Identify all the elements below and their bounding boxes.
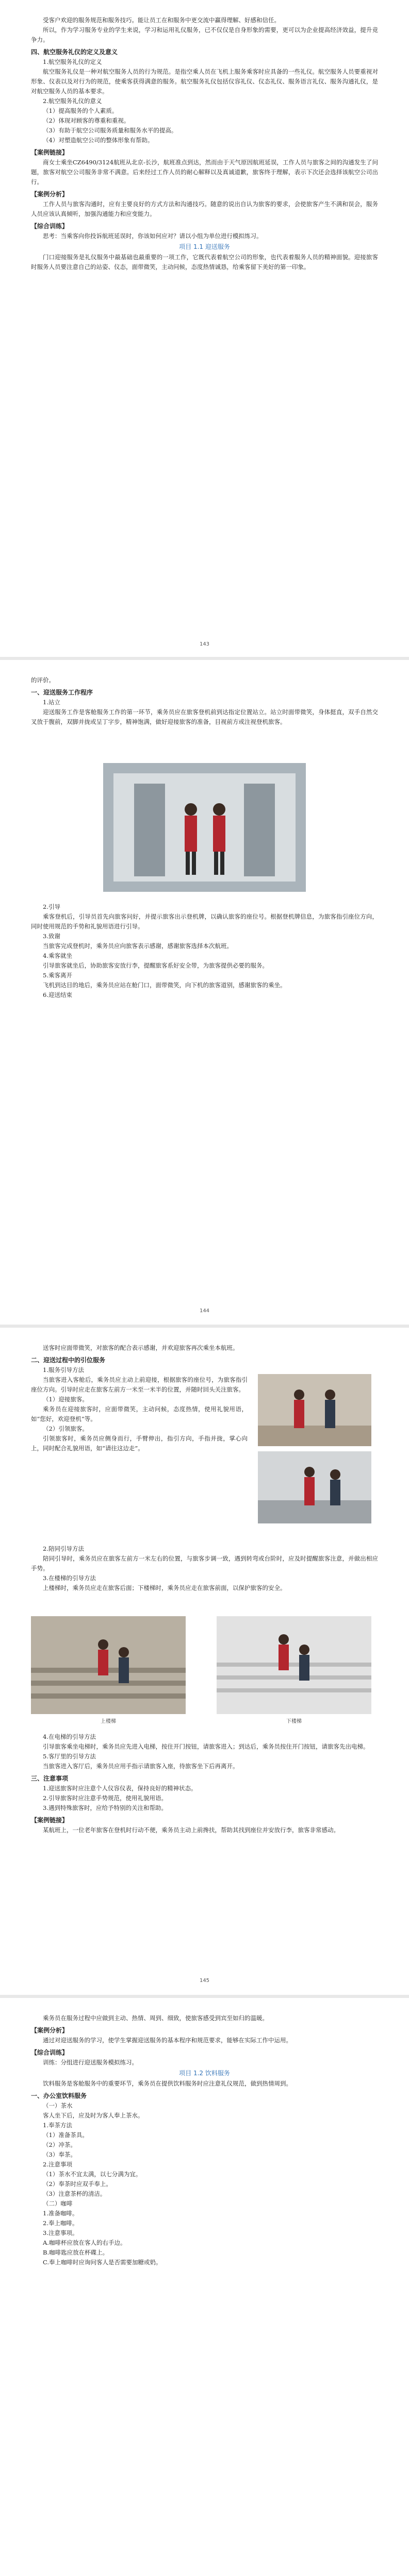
list-item: C.奉上咖啡时应询问客人是否需要加糖或奶。 [43,2259,162,2266]
photo-cabin-greeting [103,763,306,892]
list-item: （3）有助于航空公司服务质量和服务水平的提高。 [43,127,177,134]
paragraph: 思考：当乘客向你投诉航班延误时，你该如何应对？请以小组为单位进行模拟练习。 [43,232,263,240]
list-item: 3.遇到特殊旅客时，应给予特别的关注和帮助。 [43,1804,167,1811]
photo-illustration [31,1616,186,1714]
list-item: 2.引导旅客时应注意手势规范，使用礼貌用语。 [43,1794,167,1802]
paragraph: 当旅客完成登机时，乘务员应向旅客表示感谢，感谢旅客选择本次航班。 [43,942,233,950]
photo-illustration [103,763,306,892]
case-analysis-heading: 【案例分析】 [31,2027,69,2034]
list-item: 1.迎送旅客时应注意个人仪容仪表，保持良好的精神状态。 [43,1785,197,1792]
paragraph: 所以，作为学习服务专业的学生来说，学习和运用礼仪服务，已不仅仅是自身形象的需要，更可以为企业提高经济效益，提升竞争力。 [31,26,378,43]
list-item: （4）对塑造航空公司的整体形象有帮助。 [43,137,154,144]
section-heading: 一、迎送服务工作程序 [31,689,93,696]
photo-illustration [258,1451,371,1523]
paragraph: 训练：分组进行迎送服务模拟练习。 [43,2059,138,2066]
page-number: 145 [199,1978,210,1984]
photo-downstairs [217,1616,371,1714]
paragraph: 引导旅客就坐后，协助旅客安放行李，提醒旅客系好安全带，为旅客提供必要的服务。 [43,962,268,969]
paragraph: 当旅客进入客舱后，乘务员应主动上前迎接，根据旅客的座位号，为旅客指引座位方向。引导时应走在旅客左前方一米至一米半的位置，并随时回头关注旅客。 [31,1376,248,1393]
case-link-heading: 【案例链接】 [31,149,69,156]
list-item: （2）冲茶。 [43,2141,76,2148]
page-number: 143 [199,641,210,647]
project-title: 项目 1.1 迎送服务 [179,243,230,250]
list-item: B.咖啡匙应放在杯碟上。 [43,2249,109,2256]
subheading: 2.陪同引导方法 [43,1545,84,1552]
photo-guiding-2 [258,1451,371,1523]
section-heading: 二、迎送过程中的引位服务 [31,1357,106,1364]
paragraph: 送客时应面带微笑，对旅客的配合表示感谢，并欢迎旅客再次乘坐本航班。 [43,1344,239,1351]
paragraph: 客人坐下后，应及时为客人奉上茶水。 [43,2112,144,2119]
page-4-text [31,2013,378,2267]
page-2-text-top [31,675,378,727]
list-item: 1.准备咖啡。 [43,2210,78,2217]
paragraph: 迎送服务工作是客舱服务工作的第一环节，乘务员应在旅客登机前到达指定位置站立。站立时面带微笑，身体挺直，双手自然交叉放于腹前，双脚并拢或呈丁字步，精神饱满，做好迎接旅客的准备，目视前方或注视登机旅客。 [31,708,378,725]
subheading: 1.奉茶方法 [43,2122,72,2129]
paragraph: 商女士乘坐CZ6490/3124航班从北京-长沙，航班准点到达，然而由于天气原因航班延误，工作人员与旅客之间的沟通发生了问题，旅客对航空公司服务非常不满意。后来经过工作人员的耐心解释以及真诚道歉，旅客终于理解，表示下次还会选择该航空公司出行。 [31,159,378,185]
paragraph: 某航班上，一位老年旅客在登机时行动不便，乘务员主动上前搀扶，帮助其找到座位并安放行李，旅客非常感动。 [43,1826,339,1834]
paragraph: 乘务员在迎接旅客时，应面带微笑，主动问候，态度热情，使用礼貌用语，如“您好，欢迎登机”等。 [31,1405,248,1422]
paragraph: 乘客登机后，引导员首先向旅客问好，并提示旅客出示登机牌，以确认旅客的座位号。根据登机牌信息，为旅客指引座位方向，同时使用规范的手势和礼貌用语进行引导。 [31,913,378,930]
list-item: （2）体现对顾客的尊重和重视。 [43,117,130,124]
paragraph: 引领旅客时，乘务员应侧身而行，手臂伸出，指引方向，手指并拢，掌心向上，同时配合礼貌用语，如“请往这边走”。 [31,1435,248,1452]
photo-illustration [217,1616,371,1714]
paragraph: 航空服务礼仪是一种对航空服务人员的行为规范。是指空乘人员在飞机上服务乘客时应具备的一些礼仪。航空服务人员要重视对形象、仪表以及对行为的规范，使乘客获得满意的服务。航空服务礼仪包括仪容礼仪、仪态礼仪、服务语言礼仪、服务沟通礼仪，是对航空服务人员的基本要求。 [31,68,378,95]
subheading: 3.致谢 [43,933,60,940]
list-item: （1）迎接旅客。 [43,1396,88,1403]
subheading: 2.引导 [43,903,60,910]
page-3-text-bottom [31,1732,378,1835]
list-item: （3）注意茶杯的清洁。 [43,2190,106,2197]
list-item: （2）引领旅客。 [43,1425,88,1432]
list-item: （2）奉茶时应双手奉上。 [43,2180,112,2188]
list-item: （1）提高服务的个人素质。 [43,107,118,114]
paragraph: 工作人员与旅客沟通时，应有主要良好的方式方法和沟通技巧。随意的说出自认为旅客的要求，会使旅客产生不满和误会，服务人员应该认真倾听，加强沟通能力和应变能力。 [31,200,378,217]
subheading: 4.乘客就坐 [43,952,72,959]
page-3-text-mid [31,1544,378,1593]
paragraph: 饮料服务是客舱服务中的重要环节，乘务员在提供饮料服务时应注意礼仪规范，做到热情周到。 [43,2080,292,2087]
subheading: 6.迎送结束 [43,991,72,998]
list-item: （1）茶水不宜太满，以七分满为宜。 [43,2171,142,2178]
page-number: 144 [199,1308,210,1314]
document-page-1 [0,0,409,657]
project-title: 项目 1.2 饮料服务 [179,2070,230,2077]
subheading: （二）咖啡 [43,2200,73,2207]
subheading: 4.在电梯的引导方法 [43,1733,96,1740]
subheading: 1.服务引导方法 [43,1366,84,1374]
subheading: 1.航空服务礼仪的定义 [43,58,102,65]
list-item: （1）准备茶具。 [43,2131,88,2139]
paragraph: 飞机到达目的地后，乘务员应站在舱门口，面带微笑，向下机的旅客道别，感谢旅客的乘坐。 [43,981,286,989]
subheading: 2.航空服务礼仪的意义 [43,97,102,105]
list-item: （3）奉茶。 [43,2151,76,2158]
paragraph: 陪同引导时，乘务员应在旅客左前方一米左右的位置，与旅客步调一致，遇到转弯或台阶时，应及时提醒旅客注意，并做出相应手势。 [31,1555,378,1572]
paragraph: 上楼梯时，乘务员应走在旅客后面；下楼梯时，乘务员应走在旅客前面，以保护旅客的安全。 [43,1584,286,1591]
photo-guiding-1 [258,1374,371,1446]
paragraph: 乘务员在服务过程中应做到主动、热情、周到、细致，使旅客感受到宾至如归的温暖。 [43,2014,268,2022]
training-heading: 【综合训练】 [31,2049,69,2056]
caption-downstairs: 下楼梯 [286,1719,302,1724]
subheading: 5.客厅里的引导方法 [43,1753,96,1760]
paragraph: 门口迎接服务是礼仪服务中最基础也最重要的一项工作，它既代表着航空公司的形象，也代表着服务人员的精神面貌。迎接旅客时服务人员要注意自己的站姿、仪态，面带微笑，主动问候，态度热情诚恳，给乘客留下美好的第一印象。 [31,253,378,270]
case-link-heading: 【案例链接】 [31,1817,69,1824]
section-heading: 一、办公室饮料服务 [31,2092,87,2099]
paragraph: 引导旅客乘坐电梯时，乘务员应先进入电梯，按住开门按钮，请旅客进入；到达后，乘务员按住开门按钮，请旅客先出电梯。 [43,1743,369,1750]
document-page-3 [0,1328,409,1995]
subheading: 2.注意事项 [43,2161,72,2168]
document-page-4 [0,1998,409,2576]
subheading: 1.站立 [43,699,60,706]
training-heading: 【综合训练】 [31,223,69,230]
paragraph: 当旅客进入客厅后，乘务员应用手指示请旅客入座，待旅客坐下后再离开。 [43,1762,239,1770]
page-1-text [31,15,378,272]
subheading: 5.乘客离开 [43,972,72,979]
paragraph: 受客户欢迎的服务规范和服务技巧。能让员工在和服务中更交流中赢得理解、好感和信任。 [43,16,280,24]
paragraph: 的评价。 [31,676,55,684]
section-heading: 四、航空服务礼仪的定义及意义 [31,48,118,56]
photo-upstairs [31,1616,186,1714]
caption-upstairs: 上楼梯 [101,1719,116,1724]
document-page-2 [0,660,409,1325]
subheading: （一）茶水 [43,2102,73,2109]
list-item: A.咖啡杯应放在客人的右手边。 [43,2239,126,2246]
list-item: 3.注意事项。 [43,2229,78,2236]
page-3-text-top [31,1343,248,1453]
page-2-text-mid [31,902,378,1000]
subheading: 3.在楼梯的引导方法 [43,1574,96,1582]
case-analysis-heading: 【案例分析】 [31,191,69,198]
list-item: 2.奉上咖啡。 [43,2219,78,2227]
paragraph: 通过对迎送服务的学习，使学生掌握迎送服务的基本程序和规范要求，能够在实际工作中运用。 [43,2037,292,2044]
section-heading: 三、注意事项 [31,1775,69,1782]
photo-illustration [258,1374,371,1446]
